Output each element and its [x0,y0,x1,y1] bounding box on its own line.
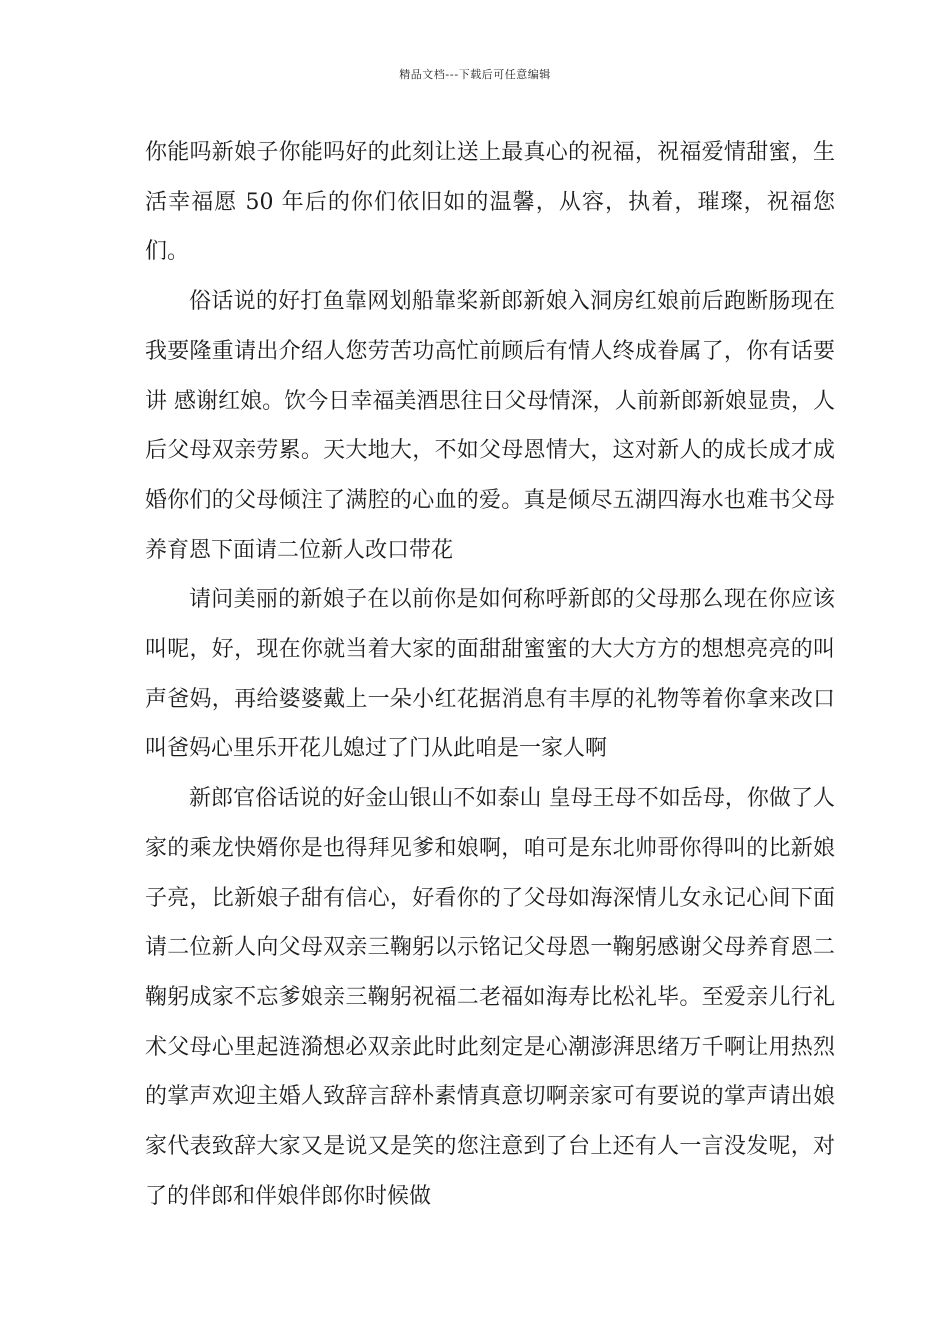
paragraph-wedding-blessing: 你能吗新娘子你能吗好的此刻让送上最真心的祝福，祝福爱情甜蜜，生活幸福愿 50 年后的你们依旧如的温馨，从容，执着，璀璨，祝福您们。 [145,140,835,265]
document-body [145,128,835,1221]
paragraph-groom-bows: 新郎官俗话说的好金山银山不如泰山 皇母王母不如岳母，你做了人家的乘龙快婿你是也得拜见爹和娘啊，咱可是东北帅哥你得叫的比新娘子亮，比新娘子甜有信心，好看你的了父母如海深情儿女永记心间下面请二位新人向父母双亲三鞠躬以示铭记父母恩一鞠躬感谢父母养育恩二鞠躬成家不忘爹娘亲三鞠躬祝福二老福如海寿比松礼毕。至爱亲儿行礼术父母心里起涟漪想必双亲此时此刻定是心潮澎湃思绪万千啊让用热烈的掌声欢迎主婚人致辞言辞朴素情真意切啊亲家可有要说的掌声请出娘家代表致辞大家又是说又是笑的您注意到了台上还有人一言没发呢，对了的伴郎和伴娘伴郎你时候做 [145,786,835,1209]
paragraph-bride-address-change: 请问美丽的新娘子在以前你是如何称呼新郎的父母那么现在你应该叫呢，好，现在你就当着大家的面甜甜蜜蜜的大大方方的想想亮亮的叫声爸妈，再给婆婆戴上一朵小红花据消息有丰厚的礼物等着你拿来改口叫爸妈心里乐开花儿媳过了门从此咱是一家人啊 [145,587,835,762]
page-header: 精品文档---下载后可任意编辑 [399,68,551,81]
paragraph-thank-matchmaker: 俗话说的好打鱼靠网划船靠桨新郎新娘入洞房红娘前后跑断肠现在我要隆重请出介绍人您劳苦功高忙前顾后有情人终成眷属了，你有话要讲 感谢红娘。饮今日幸福美酒思往日父母情深，人前新郎新娘显贵，人后父母双亲劳累。天大地大，不如父母恩情大，这对新人的成长成才成婚你们的父母倾注了满腔的心血的爱。真是倾尽五湖四海水也难书父母养育恩下面请二位新人改口带花 [145,289,835,563]
